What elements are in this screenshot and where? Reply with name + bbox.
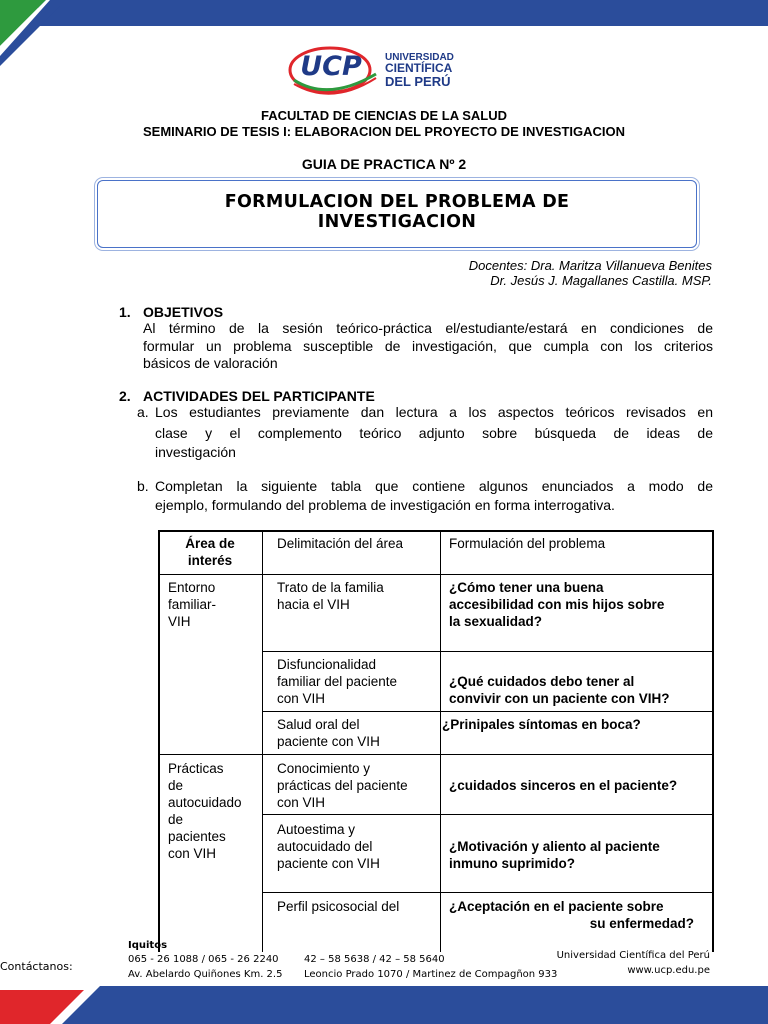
guide-heading: GUIA DE PRACTICA Nº 2 [301, 156, 467, 172]
page-title-line-1: FORMULACION DEL PROBLEMA DE [224, 192, 570, 212]
section-2-number: 2. [119, 388, 131, 404]
seminar-heading: SEMINARIO DE TESIS I: ELABORACION DEL PROYECTO DE INVESTIGACION [142, 124, 625, 139]
table-col-divider-1 [262, 530, 263, 952]
header-band-blue [38, 0, 768, 26]
table-problem-cell: ¿Aceptación en el paciente sobre su enfermedad? [449, 899, 694, 931]
footer-address-2: Leoncio Prado 1070 / Martinez de Compagñon 933 [304, 969, 558, 980]
section-1-line-2: formular un problema susceptible de investigación, que cumpla con los criterios [143, 338, 713, 354]
section-1-line-3: básicos de valoración [143, 355, 278, 371]
problem-table [158, 530, 714, 952]
logo-line-2: CIENTÍFICA [385, 61, 453, 75]
university-logo [288, 40, 463, 102]
item-b-line-2: ejemplo, formulando del problema de investigación en forma interrogativa. [155, 497, 615, 513]
table-delimitation-cell: Trato de la familia hacia el VIH [277, 580, 384, 612]
table-col-divider-2 [440, 530, 441, 952]
table-problem-cell: ¿Cómo tener una buena accesibilidad con mis hijos sobre la sexualidad? [449, 580, 665, 629]
header-corner-stripes [0, 0, 60, 70]
table-header-area: Área de interés [185, 536, 235, 568]
table-delimitation-cell: Salud oral del paciente con VIH [277, 717, 380, 749]
item-a-line-2: clase y el complemento teórico adjunto sobre búsqueda de ideas de [155, 425, 713, 441]
section-1-number: 1. [119, 304, 131, 320]
footer-city: Iquitos [128, 940, 168, 951]
footer-phones-1: 065 - 26 1088 / 065 - 26 2240 [128, 954, 279, 965]
table-problem-cell: ¿Qué cuidados debo tener al convivir con un paciente con VIH? [449, 674, 670, 706]
section-1-line-1: Al término de la sesión teórico-práctica el/estudiante/estará en condiciones de [143, 320, 713, 336]
footer-band [0, 986, 768, 1024]
page-title-line-2: INVESTIGACION [317, 212, 477, 232]
table-problem-cell: ¿Motivación y aliento al paciente inmuno suprimido? [449, 839, 660, 871]
logo-line-3: DEL PERÚ [385, 74, 451, 89]
table-group-divider [158, 754, 714, 755]
footer-org: Universidad Científica del Perú [556, 950, 710, 961]
table-problem-cell: ¿Prinipales síntomas en boca? [442, 717, 641, 732]
section-2-heading: ACTIVIDADES DEL PARTICIPANTE [143, 388, 375, 404]
table-border-left [158, 530, 160, 952]
footer-phones-2: 42 – 58 5638 / 42 – 58 5640 [304, 954, 445, 965]
item-a-line-3: investigación [155, 444, 236, 460]
table-border-top [158, 530, 714, 532]
docentes-line-2: Dr. Jesús J. Magallanes Castilla. MSP. [490, 273, 712, 288]
table-delimitation-cell: Disfuncionalidad familiar del paciente con VIH [277, 657, 398, 706]
table-row-divider [262, 814, 714, 815]
table-header-delimitation: Delimitación del área [277, 536, 404, 551]
table-delimitation-cell: Autoestima y autocuidado del paciente con VIH [277, 822, 380, 871]
logo-line-1: UNIVERSIDAD [385, 52, 454, 63]
item-a-line-1: Los estudiantes previamente dan lectura a los aspectos teóricos revisados en [155, 404, 713, 420]
item-b-marker: b. [137, 478, 149, 494]
table-delimitation-cell: Perfil psicosocial del [277, 899, 400, 914]
table-row-divider [262, 651, 714, 652]
table-row-divider [262, 892, 714, 893]
table-problem-cell: ¿cuidados sinceros en el paciente? [449, 778, 678, 793]
item-b-line-1: Completan la siguiente tabla que contiene algunos enunciados a modo de [155, 478, 713, 494]
header-band [0, 0, 768, 26]
footer-address-1: Av. Abelardo Quiñones Km. 2.5 [128, 969, 283, 980]
item-a-marker: a. [137, 404, 149, 420]
footer-website-link[interactable]: www.ucp.edu.pe [627, 965, 710, 976]
ucp-logo-letters: UCP [300, 51, 362, 82]
table-header-divider [158, 574, 714, 575]
docentes-line-1: Docentes: Dra. Maritza Villanueva Benites [468, 258, 712, 273]
table-border-right [712, 530, 714, 952]
footer-contact-label: Contáctanos: [0, 960, 73, 973]
table-delimitation-cell: Conocimiento y prácticas del paciente con VIH [277, 761, 408, 810]
table-area-cell: Entorno familiar- VIH [168, 580, 217, 629]
table-row-divider [262, 711, 714, 712]
page-title [97, 192, 697, 232]
table-header-problem: Formulación del problema [449, 536, 606, 551]
faculty-heading: FACULTAD DE CIENCIAS DE LA SALUD [260, 108, 508, 123]
table-area-cell: Prácticas de autocuidado de pacientes con VIH [168, 761, 242, 861]
section-1-heading: OBJETIVOS [143, 304, 224, 320]
